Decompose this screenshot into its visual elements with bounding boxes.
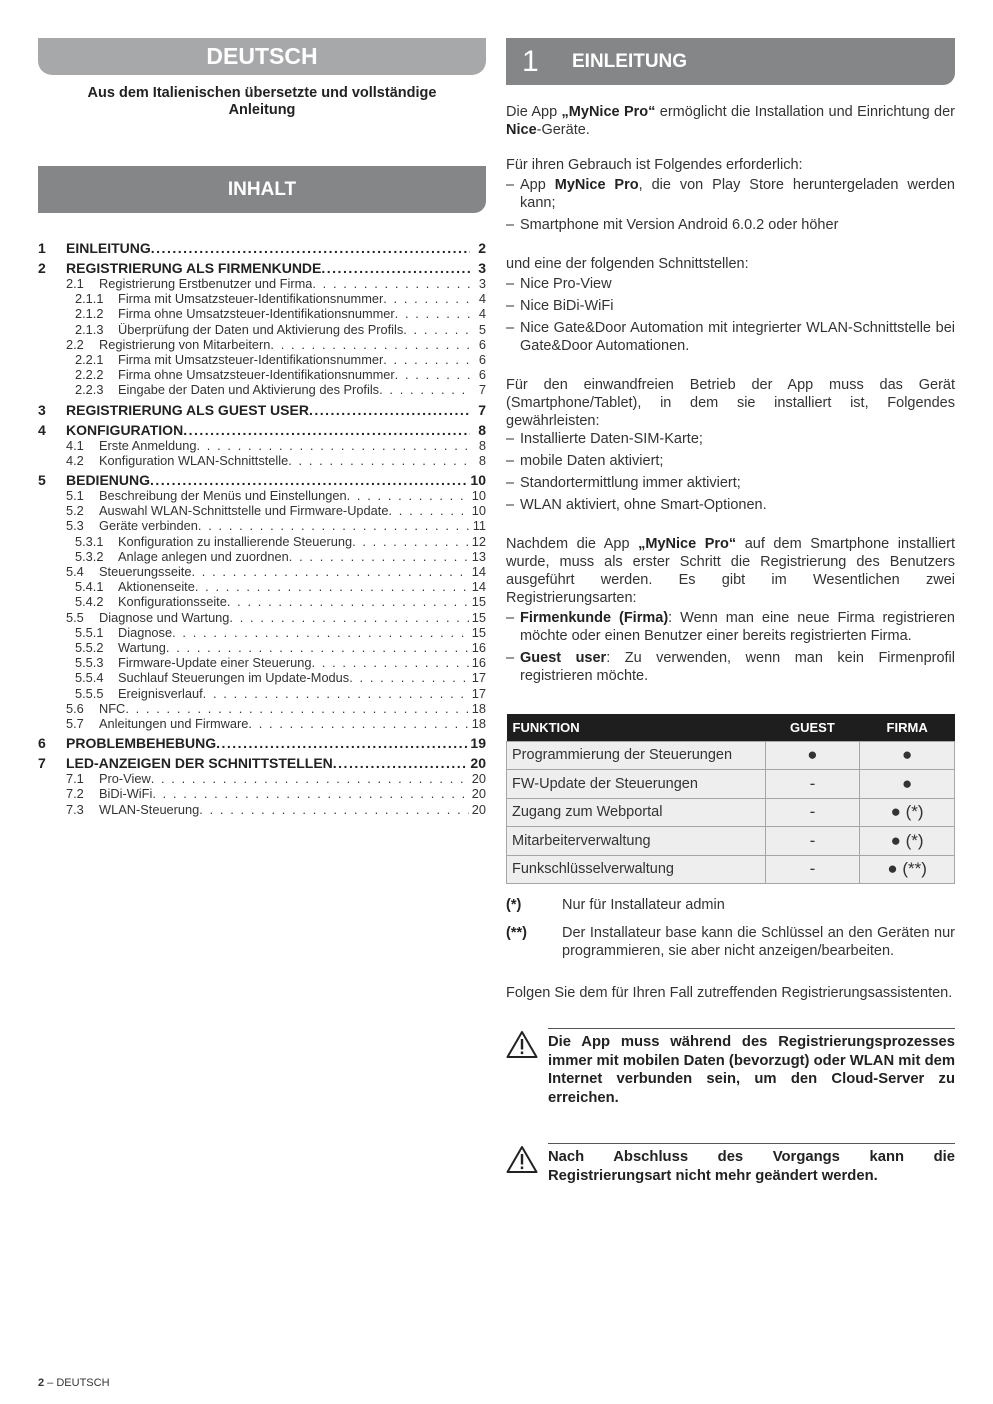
table-cell: ● xyxy=(765,741,860,770)
table-cell: ● (*) xyxy=(860,798,955,827)
intro-paragraph: Die App „MyNice Pro“ ermöglicht die Installation und Einrichtung der Nice-Geräte. xyxy=(506,104,955,138)
toc-entry[interactable] xyxy=(38,337,486,352)
toc-page: 13 xyxy=(471,548,486,564)
table-cell: ● (**) xyxy=(860,855,955,884)
toc-entry[interactable] xyxy=(38,472,486,488)
toc-title: Steuerungsseite xyxy=(99,564,192,580)
language-banner: DEUTSCH xyxy=(38,38,486,75)
toc-leader xyxy=(152,786,468,801)
table-cell: Mitarbeiterverwaltung xyxy=(507,827,766,856)
toc-title: Pro-View xyxy=(99,771,151,787)
column-header: FIRMA xyxy=(860,714,955,741)
table-cell: - xyxy=(765,770,860,799)
toc-leader xyxy=(312,276,470,291)
list-item: – mobile Daten aktiviert; xyxy=(506,452,955,470)
column-header: FUNKTION xyxy=(507,714,766,741)
table-header-row xyxy=(507,714,955,741)
toc-page: 6 xyxy=(478,352,486,368)
table-cell: ● xyxy=(860,770,955,799)
toc-entry[interactable] xyxy=(38,610,486,625)
toc-title: Firmware-Update einer Steuerung xyxy=(118,655,312,671)
toc-page: 18 xyxy=(471,716,486,732)
function-table xyxy=(506,714,955,884)
warning-block xyxy=(506,1143,955,1185)
toc-leader xyxy=(198,518,470,533)
toc-leader xyxy=(311,655,468,670)
toc-number: 5.5.1 xyxy=(75,624,104,640)
toc-number: 2.1 xyxy=(66,276,84,291)
toc-number: 7 xyxy=(38,755,46,772)
toc-title: Ereignisverlauf xyxy=(118,685,203,701)
table-cell: Zugang zum Webportal xyxy=(507,798,766,827)
toc-page: 3 xyxy=(478,260,486,276)
toc-page: 14 xyxy=(471,564,486,580)
list-item: – Guest user: Zu verwenden, wenn man kein Firmenprofil registrieren möchte. xyxy=(506,649,955,685)
warning-text: Die App muss während des Registrierungsprozesses immer mit mobilen Daten (bevorzugt) oder WLAN mit dem Internet verbunden sein, um den Cloud-Server zu erreichen. xyxy=(548,1028,955,1107)
toc-title: NFC xyxy=(99,700,126,716)
toc-title: Firma ohne Umsatzsteuer-Identifikationsnummer xyxy=(118,306,395,322)
toc-leader xyxy=(172,625,469,640)
toc-page: 8 xyxy=(478,437,486,453)
toc-title: Firma ohne Umsatzsteuer-Identifikationsnummer xyxy=(118,367,395,383)
registration-types-list xyxy=(506,609,955,685)
toc-leader xyxy=(183,422,470,438)
toc-page: 17 xyxy=(471,685,486,701)
toc-number: 2.2.1 xyxy=(75,352,104,368)
warning-icon xyxy=(506,1143,548,1185)
toc-page: 19 xyxy=(470,735,486,752)
toc-entry[interactable] xyxy=(38,291,486,306)
toc-leader xyxy=(309,402,470,418)
toc-leader xyxy=(379,382,470,397)
interfaces-lead: und eine der folgenden Schnittstellen: xyxy=(506,256,749,272)
toc-entry[interactable] xyxy=(38,564,486,579)
registration-paragraph: Nachdem die App „MyNice Pro“ auf dem Smartphone installiert wurde, muss als erster Schritt die Registrierung des Benutzers ausgeführt werden. Es gibt im Wesentlichen zwei Registrierungsarten: xyxy=(506,536,955,606)
toc-title: Wartung xyxy=(118,640,166,656)
toc-page: 16 xyxy=(471,655,486,671)
toc-entry[interactable] xyxy=(38,716,486,731)
list-item: – Smartphone mit Version Android 6.0.2 oder höher xyxy=(506,216,955,234)
toc-title: Firma mit Umsatzsteuer-Identifikationsnummer xyxy=(118,291,384,307)
toc-number: 2.1.2 xyxy=(75,306,104,322)
toc-leader xyxy=(383,352,470,367)
toc-banner: INHALT xyxy=(38,166,486,213)
warning-block xyxy=(506,1028,955,1107)
toc-entry[interactable] xyxy=(38,382,486,397)
toc-number: 5.2 xyxy=(66,503,84,519)
toc-page: 5 xyxy=(478,321,486,337)
toc-leader xyxy=(388,503,468,518)
toc-entry[interactable] xyxy=(38,670,486,685)
toc-entry[interactable] xyxy=(38,367,486,382)
toc-entry[interactable] xyxy=(38,579,486,594)
toc-entry[interactable] xyxy=(38,735,486,751)
toc-title: Geräte verbinden xyxy=(99,518,198,534)
toc-title: WLAN-Steuerung xyxy=(99,801,200,817)
toc-number: 7.1 xyxy=(66,771,84,787)
chapter-title: EINLEITUNG xyxy=(572,50,688,72)
toc-number: 5.7 xyxy=(66,716,84,732)
warning-icon xyxy=(506,1028,548,1107)
toc-leader xyxy=(347,488,469,503)
toc-leader xyxy=(151,240,470,256)
list-item: – WLAN aktiviert, ohne Smart-Optionen. xyxy=(506,496,955,514)
toc-number: 5.3.2 xyxy=(75,548,104,564)
table-cell: Programmierung der Steuerungen xyxy=(507,741,766,770)
table-of-contents xyxy=(38,240,486,817)
table-cell: ● (*) xyxy=(860,827,955,856)
toc-leader xyxy=(395,306,470,321)
toc-entry[interactable] xyxy=(38,438,486,453)
toc-number: 5.5.2 xyxy=(75,640,104,656)
toc-number: 4 xyxy=(38,421,46,438)
chapter-banner xyxy=(506,38,955,85)
toc-title: PROBLEMBEHEBUNG xyxy=(66,735,217,752)
table-row xyxy=(507,741,955,770)
toc-page: 20 xyxy=(471,771,486,787)
footnote: (*) Nur für Installateur admin xyxy=(506,897,725,913)
toc-leader xyxy=(403,322,470,337)
toc-number: 2 xyxy=(38,260,46,276)
toc-leader xyxy=(191,564,468,579)
toc-title: Anleitungen und Firmware xyxy=(99,716,249,732)
toc-number: 2.2.2 xyxy=(75,367,104,383)
toc-leader xyxy=(248,716,468,731)
toc-number: 2.2.3 xyxy=(75,382,104,398)
toc-title: Beschreibung der Menüs und Einstellungen xyxy=(99,488,347,504)
toc-page: 20 xyxy=(471,786,486,802)
toc-title: KONFIGURATION xyxy=(66,421,184,438)
toc-leader xyxy=(288,453,470,468)
toc-leader xyxy=(227,594,469,609)
requirements-lead: Für ihren Gebrauch ist Folgendes erforderlich: xyxy=(506,157,803,173)
chapter-number: 1 xyxy=(522,44,539,78)
toc-number: 4.2 xyxy=(66,452,84,468)
table-cell: - xyxy=(765,798,860,827)
toc-entry[interactable] xyxy=(38,802,486,817)
toc-number: 2.2 xyxy=(66,336,84,352)
table-row xyxy=(507,827,955,856)
toc-number: 5.5.3 xyxy=(75,655,104,671)
toc-entry[interactable] xyxy=(38,755,486,771)
toc-page: 2 xyxy=(478,240,486,256)
toc-page: 7 xyxy=(478,401,486,418)
table-cell: FW-Update der Steuerungen xyxy=(507,770,766,799)
list-item: – Nice BiDi-WiFi xyxy=(506,297,955,315)
toc-title: Registrierung von Mitarbeitern xyxy=(99,336,271,352)
toc-leader xyxy=(349,670,469,685)
toc-entry[interactable] xyxy=(38,701,486,716)
toc-entry[interactable] xyxy=(38,488,486,503)
toc-page: 4 xyxy=(478,306,486,322)
list-item: – Nice Gate&Door Automation mit integrierter WLAN-Schnittstelle bei Gate&Door Automationen. xyxy=(506,319,955,355)
toc-entry[interactable] xyxy=(38,352,486,367)
table-row xyxy=(507,855,955,884)
toc-title: Konfigurationsseite xyxy=(118,594,227,610)
toc-number: 5.5.5 xyxy=(75,685,104,701)
toc-title: EINLEITUNG xyxy=(66,240,151,256)
toc-title: BEDIENUNG xyxy=(66,472,151,489)
toc-page: 20 xyxy=(470,755,486,772)
toc-page: 6 xyxy=(478,336,486,352)
toc-entry[interactable] xyxy=(38,534,486,549)
toc-number: 5.5.4 xyxy=(75,670,104,686)
toc-entry[interactable] xyxy=(38,771,486,786)
toc-leader xyxy=(383,291,470,306)
toc-page: 8 xyxy=(478,452,486,468)
toc-page: 15 xyxy=(471,594,486,610)
toc-number: 5.4.2 xyxy=(75,594,104,610)
toc-leader xyxy=(150,472,467,488)
toc-title: Diagnose und Wartung xyxy=(99,609,230,625)
table-notes xyxy=(506,896,955,960)
toc-title: REGISTRIERUNG ALS GUEST USER xyxy=(66,401,309,418)
table-cell: ● xyxy=(860,741,955,770)
toc-entry[interactable] xyxy=(38,640,486,655)
toc-number: 5.3.1 xyxy=(75,533,104,549)
toc-number: 4.1 xyxy=(66,437,84,453)
toc-page: 11 xyxy=(472,518,486,534)
toc-leader xyxy=(199,802,468,817)
toc-number: 6 xyxy=(38,735,46,752)
toc-page: 16 xyxy=(471,640,486,656)
column-header: GUEST xyxy=(765,714,860,741)
interfaces-list xyxy=(506,275,955,355)
toc-number: 1 xyxy=(38,240,46,256)
toc-entry[interactable] xyxy=(38,549,486,564)
toc-leader xyxy=(395,367,470,382)
toc-page: 10 xyxy=(471,503,486,519)
toc-number: 5.4 xyxy=(66,564,84,580)
toc-entry[interactable] xyxy=(38,518,486,533)
toc-page: 8 xyxy=(478,421,486,438)
requirements-list xyxy=(506,176,955,234)
list-item: – Installierte Daten-SIM-Karte; xyxy=(506,430,955,448)
list-item: – Nice Pro-View xyxy=(506,275,955,293)
toc-number: 5.5 xyxy=(66,609,84,625)
toc-page: 12 xyxy=(471,533,486,549)
toc-leader xyxy=(203,686,469,701)
toc-entry[interactable] xyxy=(38,453,486,468)
toc-leader xyxy=(321,260,470,276)
toc-leader xyxy=(166,640,469,655)
toc-leader xyxy=(229,610,468,625)
toc-page: 7 xyxy=(478,382,486,398)
toc-number: 7.3 xyxy=(66,801,84,817)
toc-number: 5.3 xyxy=(66,518,84,534)
toc-entry[interactable] xyxy=(38,686,486,701)
toc-leader xyxy=(352,534,469,549)
toc-number: 5 xyxy=(38,472,46,489)
toc-title: BiDi-WiFi xyxy=(99,786,153,802)
list-item: – Firmenkunde (Firma): Wenn man eine neue Firma registrieren möchte oder einen Benutzer einer bereits registrierten Firma. xyxy=(506,609,955,645)
toc-page: 17 xyxy=(471,670,486,686)
toc-entry[interactable] xyxy=(38,786,486,801)
toc-title: Anlage anlegen und zuordnen xyxy=(118,548,289,564)
toc-title: Erste Anmeldung xyxy=(99,437,197,453)
subtitle: Aus dem Italienischen übersetzte und vollständige Anleitung xyxy=(87,85,437,118)
toc-entry[interactable] xyxy=(38,276,486,291)
toc-page: 15 xyxy=(471,609,486,625)
toc-title: Konfiguration zu installierende Steuerung xyxy=(118,533,353,549)
toc-entry[interactable] xyxy=(38,260,486,276)
toc-title: Suchlauf Steuerungen im Update-Modus xyxy=(118,670,350,686)
page-footer: 2 – DEUTSCH xyxy=(38,1377,110,1389)
toc-entry[interactable] xyxy=(38,402,486,418)
toc-entry[interactable] xyxy=(38,503,486,518)
footnote: (**) Der Installateur base kann die Schlüssel an den Geräten nur programmieren, sie aber nicht anzeigen/bearbeiten. xyxy=(506,925,955,959)
toc-title: Auswahl WLAN-Schnittstelle und Firmware-Update xyxy=(99,503,389,519)
toc-page: 10 xyxy=(470,472,486,489)
toc-entry[interactable] xyxy=(38,594,486,609)
toc-number: 2.1.3 xyxy=(75,321,104,337)
toc-page: 18 xyxy=(471,700,486,716)
list-item: – Standortermittlung immer aktiviert; xyxy=(506,474,955,492)
toc-number: 5.1 xyxy=(66,488,84,504)
table-cell: - xyxy=(765,827,860,856)
table-cell: Funkschlüsselverwaltung xyxy=(507,855,766,884)
toc-entry[interactable] xyxy=(38,306,486,321)
toc-leader xyxy=(270,337,470,352)
warning-text: Nach Abschluss des Vorgangs kann die Registrierungsart nicht mehr geändert werden. xyxy=(548,1143,955,1185)
toc-leader xyxy=(216,735,467,751)
toc-entry[interactable] xyxy=(38,655,486,670)
toc-number: 5.6 xyxy=(66,700,84,716)
toc-page: 10 xyxy=(471,488,486,504)
table-row xyxy=(507,798,955,827)
toc-title: Konfiguration WLAN-Schnittstelle xyxy=(99,452,289,468)
table-cell: - xyxy=(765,855,860,884)
toc-number: 3 xyxy=(38,401,46,418)
toc-title: REGISTRIERUNG ALS FIRMENKUNDE xyxy=(66,260,322,276)
toc-page: 20 xyxy=(471,801,486,817)
toc-page: 15 xyxy=(471,624,486,640)
toc-title: Aktionenseite xyxy=(118,579,195,595)
toc-page: 3 xyxy=(478,276,486,291)
toc-leader xyxy=(125,701,468,716)
toc-number: 5.4.1 xyxy=(75,579,104,595)
left-column xyxy=(38,38,486,817)
follow-paragraph: Folgen Sie dem für Ihren Fall zutreffenden Registrierungsassistenten. xyxy=(506,985,953,1001)
device-lead: Für den einwandfreien Betrieb der App muss das Gerät (Smartphone/Tablet), in dem sie installiert ist, Folgendes gewährleisten: xyxy=(506,377,955,429)
toc-title: Überprüfung der Daten und Aktivierung des Profils xyxy=(118,321,404,337)
toc-title: Diagnose xyxy=(118,624,173,640)
toc-leader xyxy=(333,755,468,771)
toc-title: Registrierung Erstbenutzer und Firma xyxy=(99,276,313,291)
device-list xyxy=(506,430,955,514)
toc-entry[interactable] xyxy=(38,322,486,337)
table-row xyxy=(507,770,955,799)
toc-number: 7.2 xyxy=(66,786,84,802)
toc-page: 14 xyxy=(471,579,486,595)
toc-title: Eingabe der Daten und Aktivierung des Profils xyxy=(118,382,380,398)
toc-leader xyxy=(195,579,469,594)
toc-leader xyxy=(196,438,470,453)
toc-entry[interactable] xyxy=(38,625,486,640)
toc-number: 2.1.1 xyxy=(75,291,104,307)
toc-title: Firma mit Umsatzsteuer-Identifikationsnummer xyxy=(118,352,384,368)
toc-entry[interactable] xyxy=(38,240,486,256)
toc-leader xyxy=(151,771,469,786)
right-column xyxy=(506,38,955,1185)
toc-entry[interactable] xyxy=(38,422,486,438)
toc-leader xyxy=(289,549,469,564)
toc-page: 6 xyxy=(478,367,486,383)
list-item: – App MyNice Pro, die von Play Store heruntergeladen werden kann; xyxy=(506,176,955,212)
toc-title: LED-ANZEIGEN DER SCHNITTSTELLEN xyxy=(66,755,333,772)
toc-page: 4 xyxy=(478,291,486,307)
